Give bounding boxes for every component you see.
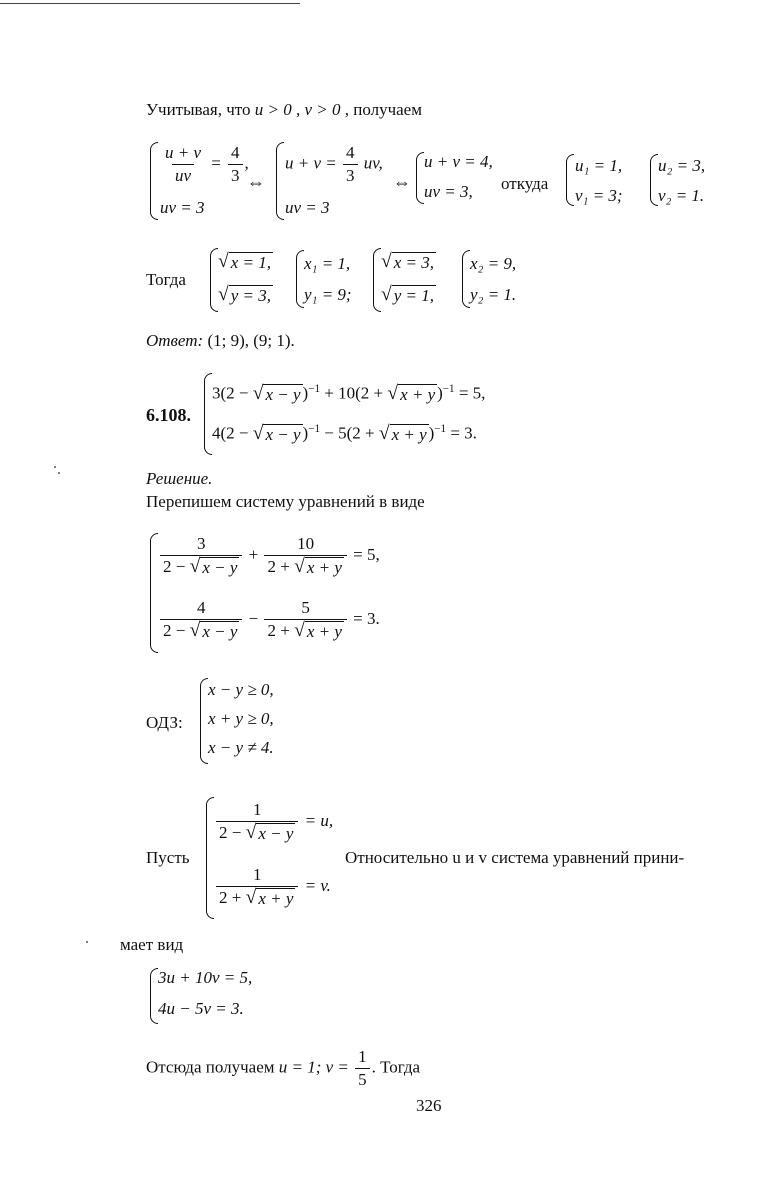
sys1c-row1: u + v = 4, — [424, 152, 493, 171]
brace — [150, 142, 158, 220]
whence-word: откуда — [501, 174, 549, 193]
answer-line — [146, 331, 295, 351]
final-tail: . Тогда — [371, 1057, 421, 1077]
answer-value: (1; 9), (9; 1). — [207, 331, 295, 350]
intro-lead: Учитывая, что — [146, 100, 251, 119]
equiv-arrow-2: ⇔ — [393, 172, 411, 192]
v1: v₁ = 3; — [575, 186, 623, 205]
scan-speck — [58, 472, 60, 474]
scan-speck — [54, 466, 56, 468]
brace — [650, 154, 658, 206]
brace — [373, 248, 381, 312]
let-row2: 1 2 + √ x + y = v. — [214, 865, 331, 909]
u1: u₁ = 1, — [575, 156, 623, 175]
brace — [210, 248, 218, 312]
problem-row1: 3(2 − √ x − y )$^{-1}$ + 10(2 + √ x + y )$^{-1}$ = 5, — [212, 382, 486, 404]
odz-row2: x + y ≥ 0, — [208, 709, 274, 728]
page-number: 326 — [416, 1096, 442, 1115]
sys2-row2: 4 2 − √ x − y − 5 2 + √ x + y = 3. — [158, 598, 380, 642]
final-v: v = — [325, 1057, 349, 1077]
sys3-row2: 4u − 5v = 3. — [158, 999, 244, 1018]
final-line: Отсюда получаем u = 1; v = $\frac{1}{5}$ . Тогда — [146, 1047, 421, 1089]
brace — [150, 533, 158, 653]
sys2-row1: 3 2 − √ x − y + 10 2 + √ x + y = 5, — [158, 534, 380, 578]
then-d1: x₂ = 9, — [470, 254, 517, 273]
problem-row2: 4(2 − √ x − y )$^{-1}$ − 5(2 + √ x + y )$^{-1}$ = 3. — [212, 422, 477, 444]
then-a2: √ y = 3, — [218, 284, 272, 305]
then-c1: √ x = 3, — [381, 251, 435, 272]
brace — [206, 797, 214, 919]
sys1b-row2: uv = 3 — [285, 198, 330, 217]
odz-row1: x − y ≥ 0, — [208, 680, 274, 699]
brace — [200, 678, 208, 764]
brace — [296, 250, 304, 308]
rewrite-text: Перепишем систему уравнений в виде — [146, 492, 425, 511]
then-b2: y₁ = 9; — [304, 285, 352, 304]
problem-number: 6.108. — [146, 405, 191, 425]
brace — [276, 142, 284, 220]
then-label: Тогда — [146, 270, 186, 289]
final-u: u = 1; — [278, 1057, 322, 1077]
v2: v₂ = 1. — [658, 186, 705, 205]
scan-speck — [86, 941, 88, 943]
answer-label: Ответ: — [146, 331, 204, 350]
odz-label: ОДЗ: — [146, 713, 183, 732]
intro-tail: , получаем — [344, 100, 422, 119]
top-rule — [0, 3, 300, 4]
sys1-row2: uv = 3 — [160, 198, 205, 217]
brace — [150, 968, 158, 1024]
brace — [566, 154, 574, 206]
let-label: Пусть — [146, 848, 190, 867]
brace — [416, 152, 424, 204]
u2: u₂ = 3, — [658, 156, 706, 175]
let-row1: 1 2 − √ x − y = u, — [214, 800, 333, 844]
let-continuation: мает вид — [120, 935, 184, 954]
let-text: Относительно u и v система уравнений прини- — [345, 848, 685, 867]
solution-label: Решение. — [146, 469, 213, 488]
brace — [462, 250, 470, 308]
intro-math: u > 0 , v > 0 — [254, 100, 341, 119]
then-d2: y₂ = 1. — [470, 285, 517, 304]
then-a1: √ x = 1, — [218, 251, 272, 272]
sys1b-row1: u + v = $\frac{4}{3}$ uv, — [285, 143, 383, 185]
odz-row3: x − y ≠ 4. — [208, 738, 274, 757]
sys1-row1: $\frac{u + v}{uv}$ = $\frac{4}{3}$ , — [165, 143, 249, 185]
then-c2: √ y = 1, — [381, 284, 435, 305]
final-lead: Отсюда получаем — [146, 1057, 275, 1077]
sys1c-row2: uv = 3, — [424, 182, 473, 201]
then-b1: x₁ = 1, — [304, 254, 351, 273]
equiv-arrow-1: ⇔ — [247, 172, 265, 192]
intro-line — [146, 100, 422, 120]
brace — [204, 373, 212, 455]
sys3-row1: 3u + 10v = 5, — [158, 968, 253, 987]
